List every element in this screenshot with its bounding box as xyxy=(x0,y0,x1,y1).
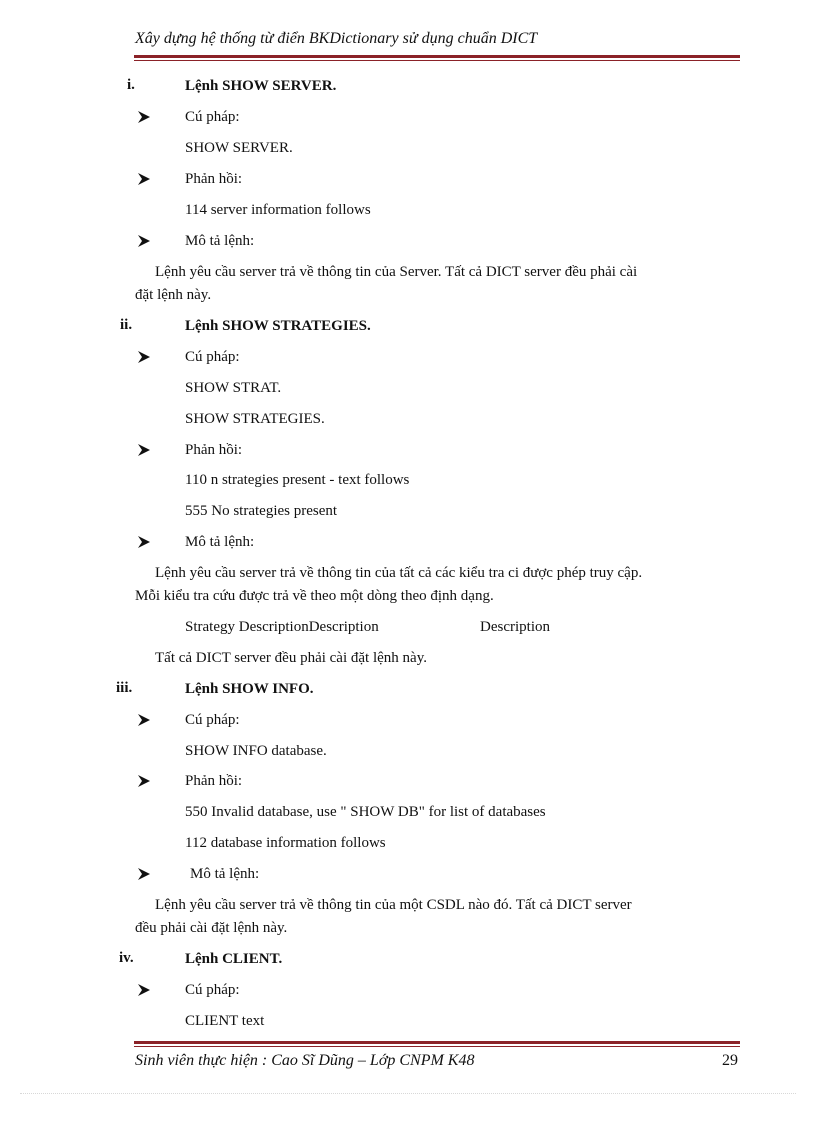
description-label: Mô tả lệnh: xyxy=(185,534,255,550)
section-number: iii. xyxy=(116,680,133,696)
section-title: Lệnh SHOW INFO. xyxy=(185,681,314,697)
bullet-arrow-icon xyxy=(137,713,151,727)
format-line-b: Description xyxy=(480,619,550,635)
syntax-line: CLIENT text xyxy=(185,1013,265,1029)
response-line: 555 No strategies present xyxy=(185,503,338,519)
section-number: ii. xyxy=(120,317,133,333)
note-line: Tất cả DICT server đều phải cài đặt lệnh này. xyxy=(155,650,427,666)
syntax-label: Cú pháp: xyxy=(185,109,240,125)
bullet-arrow-icon xyxy=(137,867,151,881)
page-number: 29 xyxy=(722,1052,738,1069)
description-line: Lệnh yêu cầu server trả về thông tin của Server. Tất cả DICT server đều phải cài xyxy=(155,264,638,280)
response-line: 112 database information follows xyxy=(185,835,386,851)
description-line: Lệnh yêu cầu server trả về thông tin của một CSDL nào đó. Tất cả DICT server xyxy=(155,897,632,913)
header-title: Xây dựng hệ thống từ điển BKDictionary sử dụng chuẩn DICT xyxy=(135,30,538,47)
footer-rule xyxy=(134,1041,740,1047)
bullet-arrow-icon xyxy=(137,443,151,457)
bullet-arrow-icon xyxy=(137,535,151,549)
description-label: Mô tả lệnh: xyxy=(185,233,255,249)
format-line-a: Strategy DescriptionDescription xyxy=(185,619,379,635)
section-title: Lệnh SHOW STRATEGIES. xyxy=(185,318,371,334)
header-rule xyxy=(134,55,740,61)
bullet-arrow-icon xyxy=(137,110,151,124)
description-line: Mỗi kiểu tra cứu được trả về theo một dòng theo định dạng. xyxy=(135,588,494,604)
bullet-arrow-icon xyxy=(137,172,151,186)
syntax-label: Cú pháp: xyxy=(185,712,240,728)
footer-author: Sinh viên thực hiện : Cao Sĩ Dũng – Lớp CNPM K48 xyxy=(135,1052,475,1069)
section-number: iv. xyxy=(119,950,134,966)
response-line: 110 n strategies present - text follows xyxy=(185,472,410,488)
response-label: Phản hồi: xyxy=(185,171,243,187)
bullet-arrow-icon xyxy=(137,774,151,788)
response-line: 114 server information follows xyxy=(185,202,371,218)
response-label: Phản hồi: xyxy=(185,442,243,458)
description-line: Lệnh yêu cầu server trả về thông tin của tất cả các kiểu tra ci được phép truy cập. xyxy=(155,565,643,581)
description-label: Mô tả lệnh: xyxy=(190,866,260,882)
response-line: 550 Invalid database, use " SHOW DB" for list of databases xyxy=(185,804,546,820)
section-title: Lệnh SHOW SERVER. xyxy=(185,78,337,94)
section-title: Lệnh CLIENT. xyxy=(185,951,283,967)
syntax-line: SHOW STRATEGIES. xyxy=(185,411,325,427)
bullet-arrow-icon xyxy=(137,234,151,248)
section-number: i. xyxy=(127,77,135,93)
syntax-label: Cú pháp: xyxy=(185,349,240,365)
bullet-arrow-icon xyxy=(137,350,151,364)
syntax-line: SHOW INFO database. xyxy=(185,743,327,759)
syntax-label: Cú pháp: xyxy=(185,982,240,998)
syntax-line: SHOW SERVER. xyxy=(185,140,293,156)
description-line: đặt lệnh này. xyxy=(135,287,212,303)
page-edge-divider xyxy=(20,1093,796,1094)
syntax-line: SHOW STRAT. xyxy=(185,380,282,396)
description-line: đều phải cài đặt lệnh này. xyxy=(135,920,288,936)
bullet-arrow-icon xyxy=(137,983,151,997)
response-label: Phản hồi: xyxy=(185,773,243,789)
